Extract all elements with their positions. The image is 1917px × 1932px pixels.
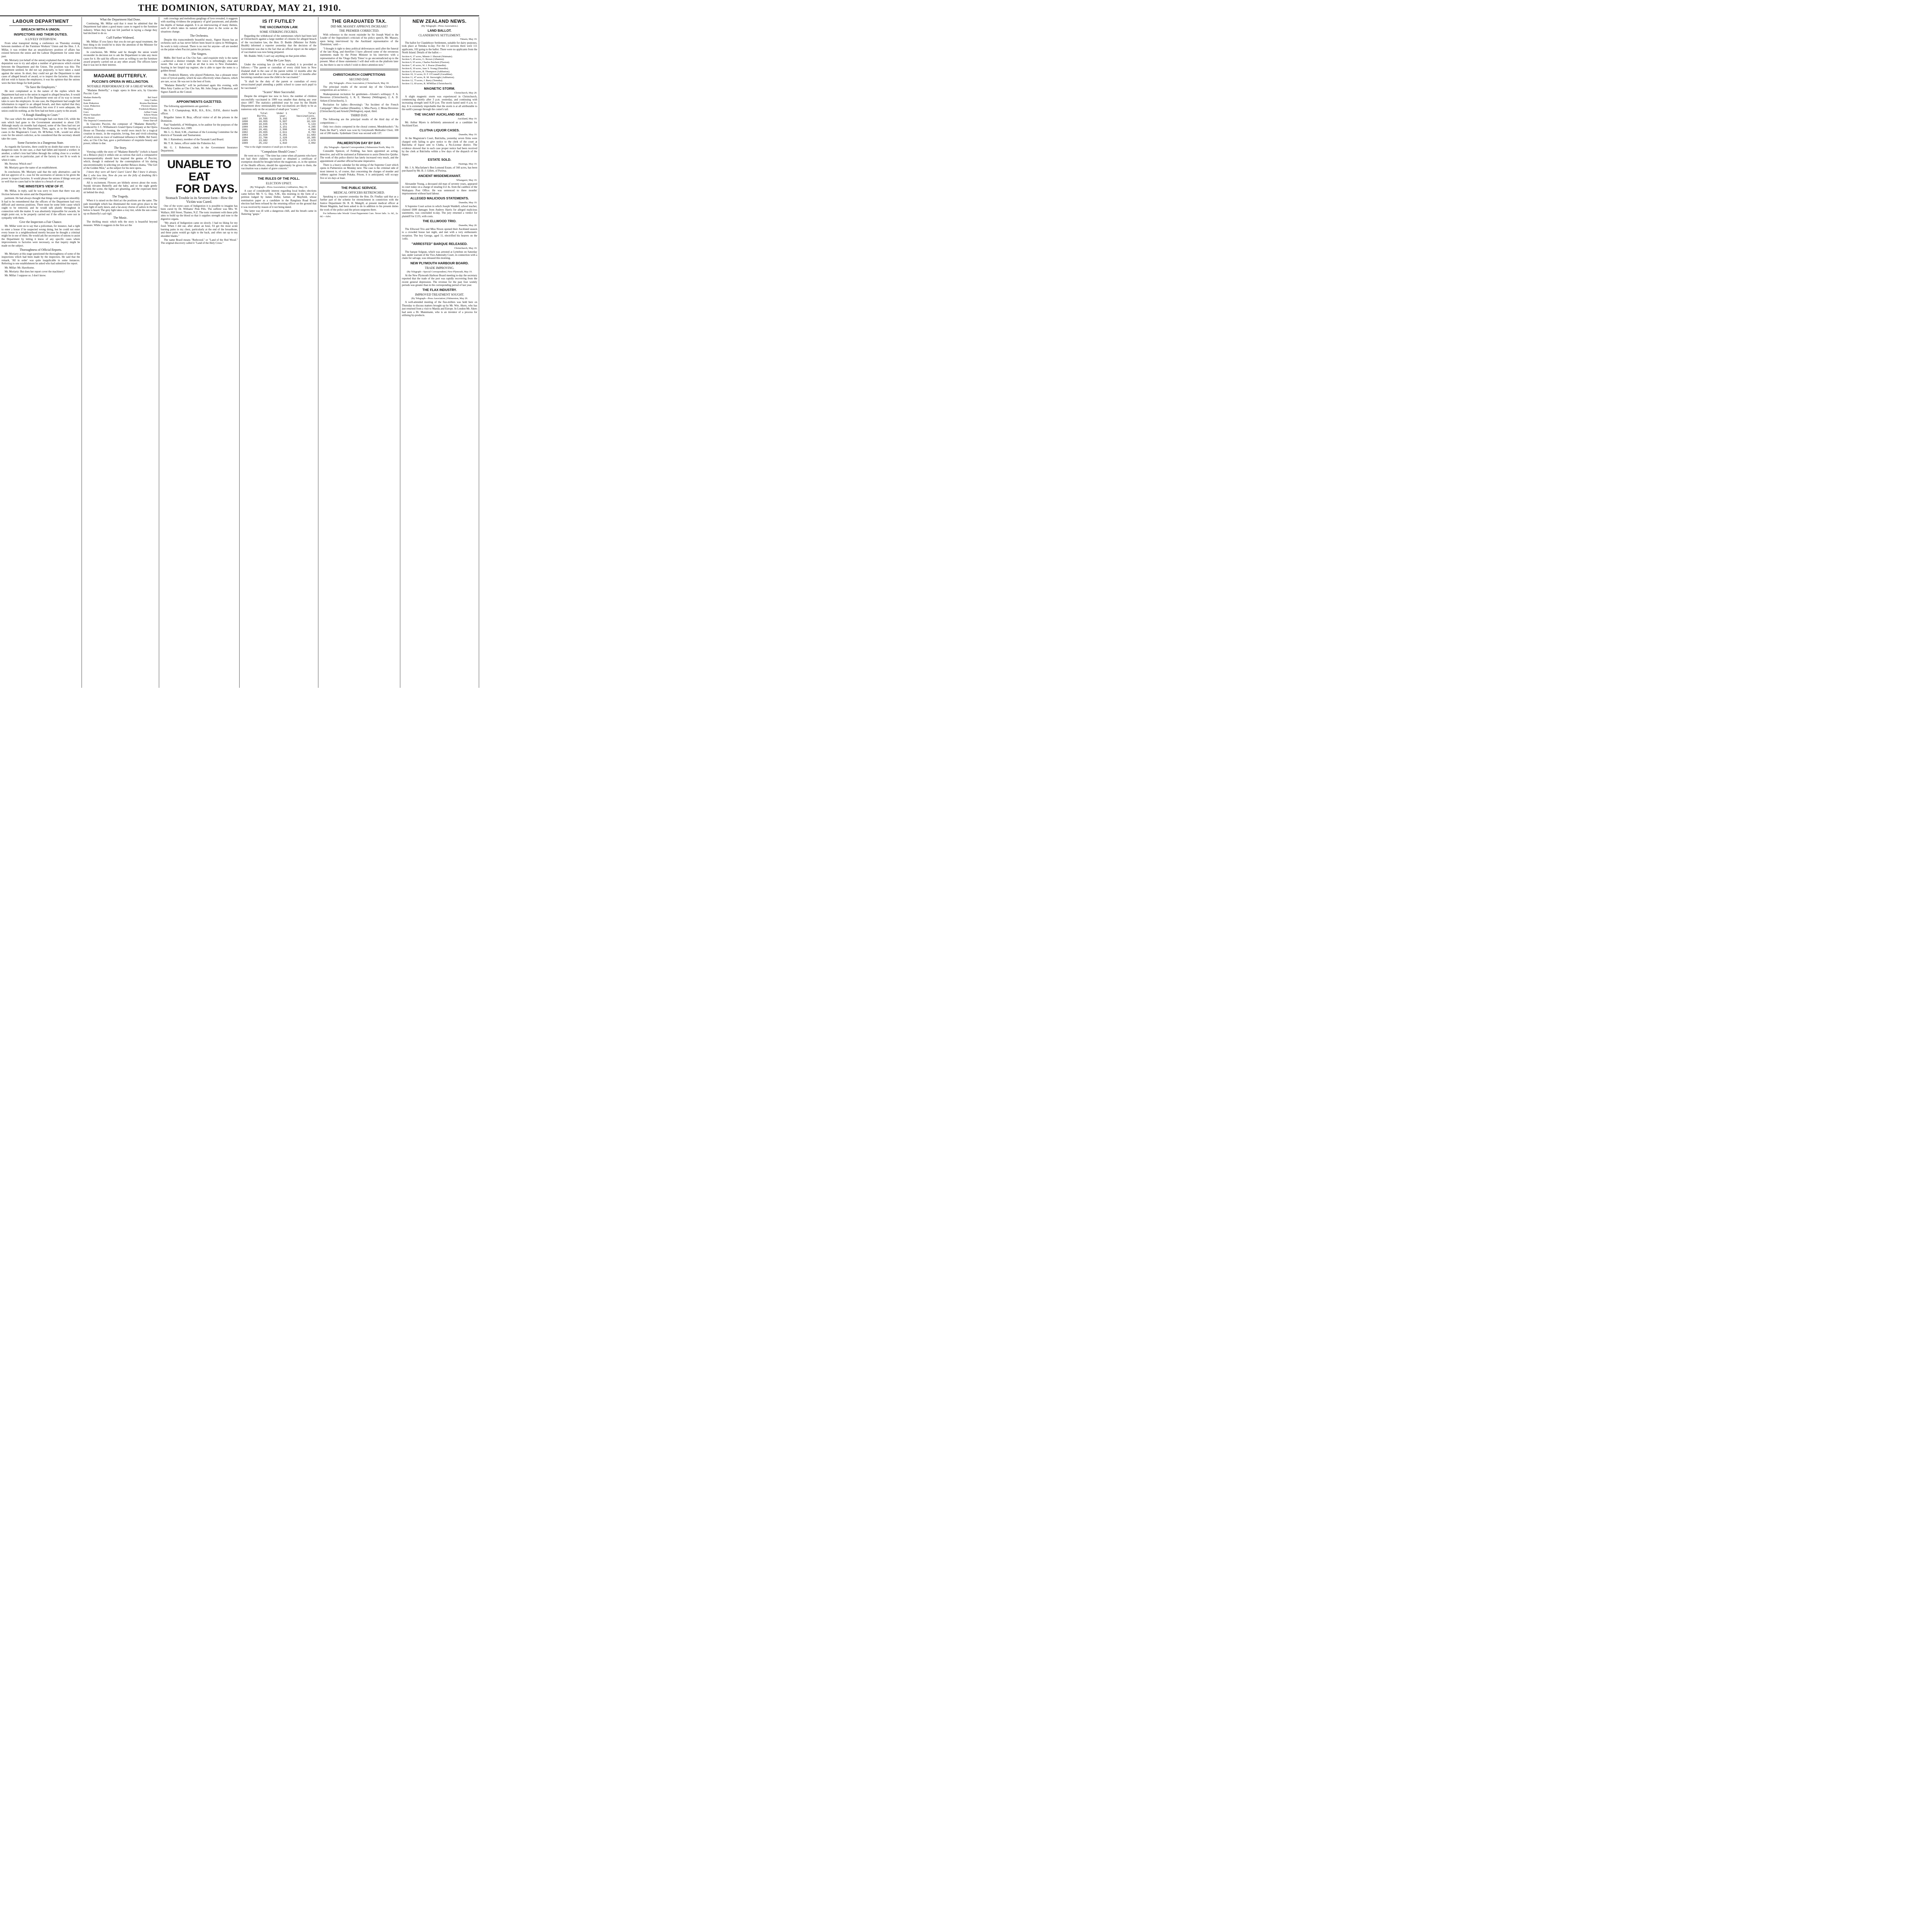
paragraph: Constable Spencer, of Feilding, has been appointed an acting-detective, and will be stationed at Palmerston to assist Detective Quirke. The work of this police district has lately increased very much, and the appointment of another official became imperative. [320,150,398,163]
article-subtitle: SECOND DAY. [349,78,369,82]
article-subtitle: BREACH WITH A UNION. [21,27,60,31]
table-row: 1899 18,835 3,379 5,133 [242,123,316,126]
section-heading: The Story. [114,146,127,150]
paragraph: Mr. Millar: If you fancy that you do not get equal treatment, the best thing to do would be to draw the attention of the Minister for Justice to the matter. [83,40,157,50]
cast-row: Kate Pinkerton Rosina Buckman [83,102,157,105]
article-subtitle: THE PREMIER CORRECTED. [339,29,379,32]
paragraph: Despite the stringent law now in force, the number of children successfully vaccinated in 1909 was smaller than during any year since 1897. The statistics published year by year by the Health Department show unmistakably that vaccinations are likely to be as numerous only on the occasion of small-pox "scares." [241,95,316,111]
section-heading: What the Department Had Done. [100,18,141,21]
table-row: 1905 23,682 2,075 2,678 [242,139,316,142]
cast-row: Suzuki Amy Castles [83,99,157,102]
dateline: Dunedin, May 20. [459,224,477,227]
section-heading: The Singers. [191,52,207,56]
paragraph: For Influenza take Woods' Great Peppermint Cure. Never fails. 1s. 6d., 2s. 6d.—Advt. [320,212,398,218]
paragraph: Mr. Millar: I suppose so. I don't know. [5,274,46,277]
paragraph: The case which the union had brought had cost them £16, while the sum which had gone to the Government amounted to about £20. Although nearly six months had elapsed, some of the fines had not yet been collected by the Department. Then, again, as to the hearing of cases in the Magistrate's Court, Dr. M'Arthur, S.M., would not allow costs for the union's solicitor, as he considered that the secretary should take the cases. [2,117,80,140]
list-item: Section 9, 60 acres, R. Thompson (Ashburton). [402,70,450,73]
section-heading: THE FLAX INDUSTRY. [422,288,457,292]
section-heading: The Tragedy. [112,195,129,199]
article-subtitle: PUCCINI'S OPERA IN WELLINGTON. [92,79,149,83]
paragraph: Mr. Moriarty (on behalf of the union) explained that the object of the deputation was to try and adjust a number of grievances which existed between the Department and the Union. The position was this: The Department seemed, he did not say purposely, to have taken a stand against the union. In short, they could not get the Department to take cases of alleged breach of award, or to inspect the factories. His union did not wish to harass the employers; it was his opinion that the unions were the best things for both parties. [2,59,80,85]
article-title: IS IT FUTILE? [262,19,295,24]
paragraph: Shakespearean recitation for gentlemen—Gloster's soliloquy: F. A. Devereux (Christchurch), 1; K. E. Sheeney (Wellington), 2; A. D. Aitken (Christchurch), 3. [320,92,398,102]
dateline: (By Telegraph—Press Association.) Ashburton, May 19. [250,185,308,189]
vaccination-table [241,112,316,145]
section-heading: NEW PLYMOUTH HARBOUR BOARD. [410,261,469,265]
cast-row: The Imperial Commissioner Orme Darvall [83,119,157,122]
article-title: THE PUBLIC SERVICE. [341,186,377,190]
article-title: THE RULES OF THE POLL. [257,176,300,180]
article-subtitle: DID MR. MASSEY APPROVE INCREASE? [330,25,388,28]
dateline: (By Telegraph—Press Association.) Christchurch, May 18. [329,82,390,85]
list-item: Section 4, 37 acres, Minnie J. Sherratt (Waimate). [402,55,453,58]
section-heading: Give the Inspectors a Fair Chance. [19,220,62,224]
masthead-title: THE DOMINION, SATURDAY, MAY 21, 1910. [138,3,341,13]
dateline: Dunedin, May 19. [459,133,477,136]
paragraph: The Ellwood Trio and Miss Nixon opened their Auckland season to a crowded house last night, and met with a very enthusiastic reception. The boy George, aged 11, electrified his hearers on the 'cello. [402,227,477,241]
paragraph: At the New Plymouth Harbour Board meeting to-day the secretary reported that the trade of the port was rapidly recovering from the recent general depression. The revenue for the past four weekly periods was greater than in the corresponding period of last year. [402,274,477,287]
table-row: 1903 21,828 5,261 11,683 [242,134,316,137]
column-3 [159,17,240,688]
paragraph: The following are the principal results of the third day of the competitions:— [320,118,398,124]
section-heading: THE ELLWOOD TRIO. [422,219,457,223]
paragraph: Paul Vanderbilt, of Wellington, to be auditor for the purposes of the Friendly Societies Act, 1909. [161,123,238,130]
section-heading: ALLEGED MALICIOUS STATEMENTS. [410,196,469,201]
paragraph: The latter was ill with a dangerous chill, and his breath came in fluttering "gasps." [241,209,316,216]
paragraph: A Supreme Court action in which Joseph Waddell, school teacher, claimed £600 damages from Andrew Harris for alleged malicious statements, was concluded to-day. The jury returned a verdict for plaintiff for £135, with costs. [402,205,477,218]
paragraph: Brigadier James H. Bray, official visitor of all the prisons in the Dominion. [161,116,238,122]
paragraph: A slight magnetic storm was experienced in Christchurch, commencing shortly after 3 p.m. yesterday, and continuing with increasing strength until 8.20 p.m. The storm lasted until 4 a.m. to-day. It is extremely improbable that the storm is at all attributable to the earth's passage through the comet's tail. [402,95,477,111]
section-heading: What the Law Says. [266,58,291,62]
list-item: Section 8, 30 acres, Jane S. Young (Dunedin). [402,67,449,70]
list-item: Section 6, 95 acres, Charles Paichett (Flaxton). [402,61,450,64]
section-heading: The Music. [113,216,128,220]
paragraph: Alexander Young, a deceased old man of seventy years, appeared in court today on a charge of stealing £12 4s. from the cashbox of the Waikapara Post Office. He was sentenced to three months' imprisonment without hard labour. [402,182,477,195]
paragraph: Mr. S. T. Champtaloup, M.B., B.S., B.Sc., D.P.H., district health officer. [161,109,238,115]
table-row: 1909 25,232 1,810 3,802 [242,142,316,145]
paragraph: One of the worst cases of Indigestion it is possible to imagine has been cured by Dr. Williams' Pink Pills. The sufferer was Mrs. W. Wallace, Hill Street, Thames, N.Z. The tonic treatment with these pills aims to build up the blood so that it supplies strength and tone to the digestive organs. [161,204,238,221]
paragraph: Continuing, Mr. Millar said that it must be admitted that the Department had taken a good many cases to regard to the furniture industry. When they had not felt justified in laying a charge they had declined to do so. [83,22,157,35]
article-subtitle: A LIVELY INTERVIEW. [25,37,57,41]
paragraph: Speaking to a reporter yesterday the Hon. Dr. Findlay said that as a further part of the scheme for retrenchment in connection with the Justice Department Dr. R. H. Makgill, at present medical officer at Mount Magdala, had been asked to do in addition to his present duties the work of the police and the prison surgeons there. [320,195,398,211]
section-heading: Cuff Further Widened. [106,36,134,39]
article-subtitle: INSPECTORS AND THEIR DUTIES. [14,32,68,36]
dateline: Auckland, May 19. [458,117,477,120]
masthead [0,3,479,16]
paragraph: From what transpired during a conference on Thursday evening between members of the Furniture Workers' Union and the Hon. J. A. Millar, it was evident that an unsatisfactory position of affairs has existed between the union and the Labour Department for some time past. [2,42,80,58]
paragraph: Mr. J. A. Macfarlane's Ben Lomond Estate, of 560 acres, has been purchased by Mr. B. J. Gillett, of Porirua. [402,166,477,173]
cast-row: Lieut. Pinkerton Florence Quinn [83,105,157,108]
column-2 [82,17,159,688]
dateline: (By Telegraph—Special Correspondent.) New Plymouth, May 19. [407,270,473,273]
paragraph: "Madame Butterfly" will be performed again this evening, with Miss Amy Castles as Cho Cho San, Mr. John Zerga as Pinkerton, and Signor Zanelli as the Consul. [161,83,238,94]
paragraph: Mr. T. H. James, officer under the Fisheries Act. [164,142,216,145]
table-row: 1897 18,595 3,102 17,640 [242,117,316,121]
section-heading: Some Factories in a Dangerous State. [17,141,64,145]
paragraph: Mdlle. Bel Sorel as Cho Cho San—and exquisite truly is the name—achieved a distinct triumph. Her voice is refreshingly clear and sweet. She can use it with an art that is new to New Zealanders. Soaring in her limpid top register, she is able to taper the notes to a golden thread. [161,56,238,73]
paragraph: Mr. Buddo: Well, I can't say anything on that point either. [244,54,306,58]
paragraph: Mr. L. G. Reid, S.M., chairman of the Licensing Committee for the districts of Taranaki and Taumarunui. [161,130,238,137]
section-heading: THIRD DAY. [350,114,368,117]
paragraph: Regarding the withdrawal of the summonses which had been laid at Christchurch against a large number of citizens for alleged breach of the vaccination law, the Hon. D. Buddo (Minister for Public Health) informed a reporter yesterday that the decision of the Government was due to the fact that an official report on the subject of vaccination was now being prepared. [241,34,316,54]
paragraph: Only two choirs competed in the choral contest, Mendelssohn's "As Pants the Hart"), which was won by Greymouth Methodist Choir, 108 out of 200 marks. Sydenham Choir was second with 137. [320,125,398,135]
article-subtitle: SOME STRIKING FIGURES. [260,30,298,34]
ballot-list [402,55,477,85]
ad-headline: UNABLE TO EAT [167,158,231,183]
paragraph: He next complained as to the nature of the replies which the Department had sent to the union in regard to alleged breaches. It would appear, he asserted, as if the Department went out of its way to invent tales to save the employers. In one case, the Department had sought full information in regard to an alleged breach, and then replied that they considered the evidence insufficient; but even if it were adequate, the union could do nothing, as the firm had not been a party to the award. [2,90,80,112]
paragraph: Mr. G. J. Robertson, clerk in the Government Insurance Department. [161,146,238,152]
paragraph: Mr. Arthur Myers is definitely announced as a candidate for Auckland East. [402,121,477,128]
article-title: LABOUR DEPARTMENT [12,19,69,24]
dateline: (By Telegraph—Special Correspondent.) Palmerston North, May 19. [324,146,395,149]
paragraph: Mr. Moriarty gave the name of an establishment. [5,166,58,170]
article-subtitle: NOTABLE PERFORMANCE OF A GREAT WORK. [87,84,154,88]
paragraph: In conclusion, Mr. Millar said he thought the union would reconsider its decision not to ask the Department to take any more cases for it. He said his officers were as willing to see the furniture award properly carried out as any other award. The officers knew that it was not in their interest. [83,50,157,67]
paragraph: A well-attended meeting of the flax-millers was held here on Thursday to discuss matters brought up by Mr. Wm. Akers, who has just returned from a visit to Manila and Europe. In London Mr. Akers had seen a Dr. Mannmann, who is an inventor of a process for utilising by-products. [402,301,477,317]
list-item: Section 12, 75 acres, J. Barry (Temuka). [402,79,443,82]
table-note: *Due to the slight visitation of small-pox in these years. [244,146,298,149]
paragraph: Mr. Frederick Blamey, who played Pinkerton, has a pleasant tenor voice of lyrical quality, which he uses effectively when chances, which are rare, occur. He was not in the best of form. [161,73,238,83]
section-heading: THE MINISTER'S VIEW OF IT. [18,184,64,189]
table-row: 1901 20,491 2,508 4,068 [242,128,316,131]
list-item: Section 5, 49 acres, G. Brown (Allanton). [402,58,444,61]
paragraph: partment. He had always thought that things were going on smoothly. It had to be remembered that the officers of the Department had very difficult and onerous positions. There must be some little cause which ought to be removed, and he would talk plainly throughout in connection with the matter. It was absolutely impossible for awards, he might point out, to be properly carried out if the officers were not in sympathy with them. [2,197,80,219]
paragraph: As regards the factories, there could be no doubt that some were in a dangerous state. In one case, a chair had fallen and injured a worker; in another, a rafter's iron had fallen through the ceiling close to a worker; and in one case in particular, part of the factory is not fit to work in when it rains. [2,145,80,162]
article-subtitle: TRADE IMPROVING. [425,266,454,270]
section-heading: THE VACANT AUCKLAND SEAT. [414,112,465,116]
table-row: 1902 20,655 2,611 8,763 [242,131,316,134]
section-heading: "Compulsion Should Cease." [260,150,297,153]
paragraph: I knew they were all liars! Liars! Liars! But I knew it always; But I, who love him, Now do you see the folly of doubting He's coming! He's coming! [83,170,157,180]
paragraph: With reference to the recent rejoinder by Sir Joseph Ward to the Leader of the Opposition's criticism of his policy speech, Mr. Massey, upon being interviewed by the Auckland representative of the 'Dominion,' said:— [320,33,398,46]
cast-row: Prince Yamadori Edwin Wynn [83,114,157,117]
article-title: NEW ZEALAND NEWS. [412,19,467,24]
paragraph: "Madame Butterfly," a tragic opera in three acts, by Giacomo Puccini. Cast: [83,88,157,95]
paragraph: Despite this transcendently beautiful music, Signor Hazon has an orchestra such as has never before been heard in opera in Wellington. Its work is truly colossal. There is no rest for anyone—all are needed on the palate when Puccini paints his pictures. [161,38,238,51]
dateline: Timaru, May 19. [460,38,477,41]
paragraph: roth crowings and melodious gurglings of love revealed, it suggests with startling vividness the poignancy of grief paramount, and plumbs the depths of human anguish. It is an interweaving of many themes, each of which takes its natural allotted place in the scene as the situations change. [161,17,238,33]
column-5 [318,17,400,688]
ad-headline: FOR DAYS. [175,182,238,196]
list-item: Section 11, 47 acres, R. M. Sterwright (Ashburton). [402,76,455,79]
column-4 [240,17,318,688]
byline: (By Telegraph—Press Association.) [421,25,458,27]
paragraph: The following appointments are gazetted:— [164,105,212,108]
section-heading: "A Rough Handling in Court." [22,113,60,117]
list-item: Section 13, 69 acres, R. M'Millan (Christchurch). [402,82,452,85]
section-heading: The Orchestra. [190,34,209,38]
article-title: APPOINTMENTS GAZETTED. [176,100,222,104]
dateline: Christchurch, May 19. [454,247,477,250]
cast-row: The Bonze Ernest Torrens [83,116,157,119]
paragraph: Viewing coldly the story of "Madame Butterfly" (which is based on a Belasco play) it strikes one as curious that such a comparative inconsequentiality should have inspired the genius of Puccini, which, though it endorsed by the contemplation of his daring unconventionality in selecting yet another Belasco drama, "The Girl of the Golden West," as the subject for his next opera. [83,150,157,170]
paragraph: The name Brazil means "Redwood," or "Land of the Red Wood." The original discovery called it "Land of the Holy Cross." [161,238,238,245]
article-title: PALMERSTON DAY BY DAY. [337,141,381,145]
paragraph: The barque Solgran, which was arrested at Lyttelton on Saturday last, under warrant of the Vice-Admiralty Court, in connection with a claim for salvage, was released this morning. [402,250,477,260]
section-heading: "To Save the Employers." [25,85,57,89]
article-subtitle: MEDICAL OFFICERS RETRENCHED. [333,191,385,194]
list-item: Section 10, 31 acres, D. F. O'Connell (Geraldine). [402,73,453,76]
table-row: 1904 22,766 2,328 18,305 [242,136,316,139]
paragraph: He went on to say: "The time has come when all parents who have not had their children vaccinated or obtained a certificate of exemption should be brought before the magistrate, or, in the opinion of the Health officers, should the opportunity be given to them, the vaccination was a matter of grave concern." [241,154,316,170]
cast-row: Goro Arthur Crane [83,111,157,114]
paragraph: In conclusion, Mr. Moriarty said that the only alternative—and he did not approve of it—was for the secretaries of unions to be given the power to inspect factories. It would please the unions if things were put so well that no cases had to be taken to a breach of award. [2,170,80,184]
cast-row: Sharpless Frederick Blamey [83,108,157,111]
section-heading: CLUTHA LIQUOR CASES. [419,128,460,133]
dateline: Christchurch, May 20. [454,91,477,94]
section-heading: LAND BALLOT. [427,29,452,32]
column-1 [0,17,82,688]
cast-row: Madam Butterfly Bel Sorel [83,96,157,99]
article-subtitle: ELECTION UPSET. [266,181,292,185]
paragraph: Recitation for ladies—Browning's "An Incident of the French Campaign": Miss Gardner (Dunedin), 1; Miss Pacey, 2; Mona Devereux (Christchurch) and Arnold (Wellington), equal, third. [320,103,398,113]
table-row: 1900 19,546 3,151 4,265 [242,126,316,129]
paragraph: There is a heavy calendar for the sitting of the Supreme Court which opens in Palmerston on Monday next. The case is the criminal side of most interest is, of course, that concerning the charges of murder and robbery against Joseph Pokaka. Prison, it is anticipated, will occupy five or six days at least. [320,163,398,180]
paragraph: Mr. J. Rattenbury, member of the Taranaki Land Board. [164,138,224,141]
unable-ad [161,158,238,245]
paragraph: Mr. Millar, in reply, said he was sorry to learn that there was any friction between the union and the Department. [2,189,80,196]
dateline: Dunedin, May 19. [459,201,477,204]
paragraph: At the Magistrate's Court, Balclutha, yesterday seven firms were charged with failing to give notice to the clerk of the court at Balclutha of liquor sent to Clutha, a No-License district. The evidence showed that in each case proper notice had been received by the clerk at Balclutha within a few days of the dispatch of the liquor. [402,137,477,156]
column-6 [400,17,479,688]
paragraph: Mr. Millar: Mr. Hawthorne. [5,266,35,269]
paragraph: All is excitement. Flowers are blithely strewn about the room. Suzuki titivates Butterfly and the baby, and so the night gently enfolds the scene, the lights are gleaming, and the expectant three sit behind the shoji. [83,181,157,194]
dateline: Whangarei, May 19. [456,179,477,182]
list-item: Section 7, 43 acres, W. J. Pearse (Dunedin). [402,64,447,67]
article-subtitle: THE VACCINATION LAW. [259,25,298,29]
article-subtitle: IMPROVED TREATMENT SOUGHT. [415,293,464,297]
dateline: Hastings, May 19. [458,162,477,165]
cast-list [83,96,157,122]
article-title: CHRISTCHURCH COMPETITIONS [333,73,386,77]
ad-subheading: Stomach Trouble in its Severest form—How the Victim was Cured. [165,196,233,204]
paragraph: The principal results of the second day of the Christchurch competition are as below:— [320,85,398,92]
section-heading: ANCIENT MISDEMEANANT. [418,173,461,178]
section-heading: "Scares" More Successful. [262,90,295,94]
paragraph: "It shall be the duty of the parent or custodian of every unvaccinated pupil attending a public school to cause such pupil to be vaccinated." [241,80,316,90]
paragraph: When it is raised on the third act the positions are the same. The pale moonlight which has illuminated the room gives place to the faint light of early dawn, and a far-away chorus of sailors in the bay below is heard. The grey light takes a rosy tint, while the sun comes up on Butterfly's sad vigil. [83,199,157,215]
section-heading: MAGNETIC STORM. [424,86,455,90]
paragraph: "I thought it right to deny political deliverances until after the funeral of the late King, and therefore I have allowed some of the erroneous statements made by the Prime Minister in his interview with a representative of the 'Otago Daily Times' to go uncontradicted up to the present. Most of these statements I will deal with on the platform later on, but there is one to which I wish to direct attention now." [320,47,398,66]
paragraph: Mr. Moriarty at this stage questioned the thoroughness of some of the inspections which had been made by the inspectors. He said that the remark, 'All in order' was quite inapplicable in some instances. Referring to one establishment he asked who had submitted the report. [2,252,80,265]
paragraph: In Giacomo Puccini, the composer of "Madame Butterfly," produced by J. C. Williamson's Grand Opera Company at the Opera House on Thursday evening, the world owes much for a tragical creation in music, in the exquisite, loving, free and vivid colouring of which exists no trace of traditional influence to Mdlle. Bel Sorel, who, as Cho Cho San, gave a performance of exquisite beauty and power, tribute is due. [83,122,157,145]
paragraph: The ballot for Clandeboye Settlement, suitable for dairy purposes, took place at Temuka to-day. For the 13 sections there were 111 applicants, 102 going to the ballot. There were no applicants from the North Island. Details of the ballot:— [402,41,477,54]
paragraph: Under the existing law (it will be recalled) it is provided as follows:—"The parent or custodian of every child born in New Zealand shall in the case of the parent within 12 months after the child's birth and in the case of the custodian within 12 months after becoming custodian cause the child to be vaccinated." [241,63,316,79]
section-heading: Thoroughness of Official Reports. [19,248,62,252]
table-header-row: Total Births. Under 1 year. Total Vaccinations. [257,112,316,118]
paragraph: A case of considerable interest regarding local bodies elections came before Mr. V. G. Day, S.M., this morning in the form of a petition lodged by James Deller, farmer, of Mayfield, whose nomination paper as a candidate in the Rangitata Road Board election had been refused by the returning officer on the ground that it was received by reason of it not being dated. [241,189,316,209]
article-title: MADAME BUTTERFLY. [94,73,147,78]
section-heading: ESTATE SOLD. [428,157,451,162]
paragraph: Mr. Moriarty: But does her report cover the machinery? [5,270,65,273]
table-row: 1898 18,955 5,507 10,320 [242,120,316,123]
article-title: THE GRADUATED TAX. [332,19,387,24]
section-heading: "ARRESTED" BARQUE RELEASED. [411,242,468,246]
dateline: (By Telegraph—Press Association.) Palmerston, May 20. [411,297,468,300]
paragraph: "My attack of Indigestion came on slowly. I had no liking for my food. When I did eat, after about an hour, I'd get the most acute burning pains in my chest, particularly at the end of the breastbone, and these pains would go right to the back, and often ran up to my shoulder blades." [161,221,238,238]
paragraph: The thrilling music which tells the story is beautiful beyond measure. While it suggests in the first act the [83,220,157,227]
section-heading: CLANDEBOYE SETTLEMENT. [418,34,461,37]
paragraph: Mr. Newton: Which one? [5,162,32,165]
paragraph: Mr. Millar went on to say that a policeman, for instance, had a right to enter a house if he suspected wrong doing, but he could not enter every house in a neighbourhood merely because he thought a criminal might be in one of them. He would ask the secretaries of unions to assist the Department by letting it know of any specific cases where improvements to factories were necessary, so that inquiry might be made on the subject. [2,224,80,247]
